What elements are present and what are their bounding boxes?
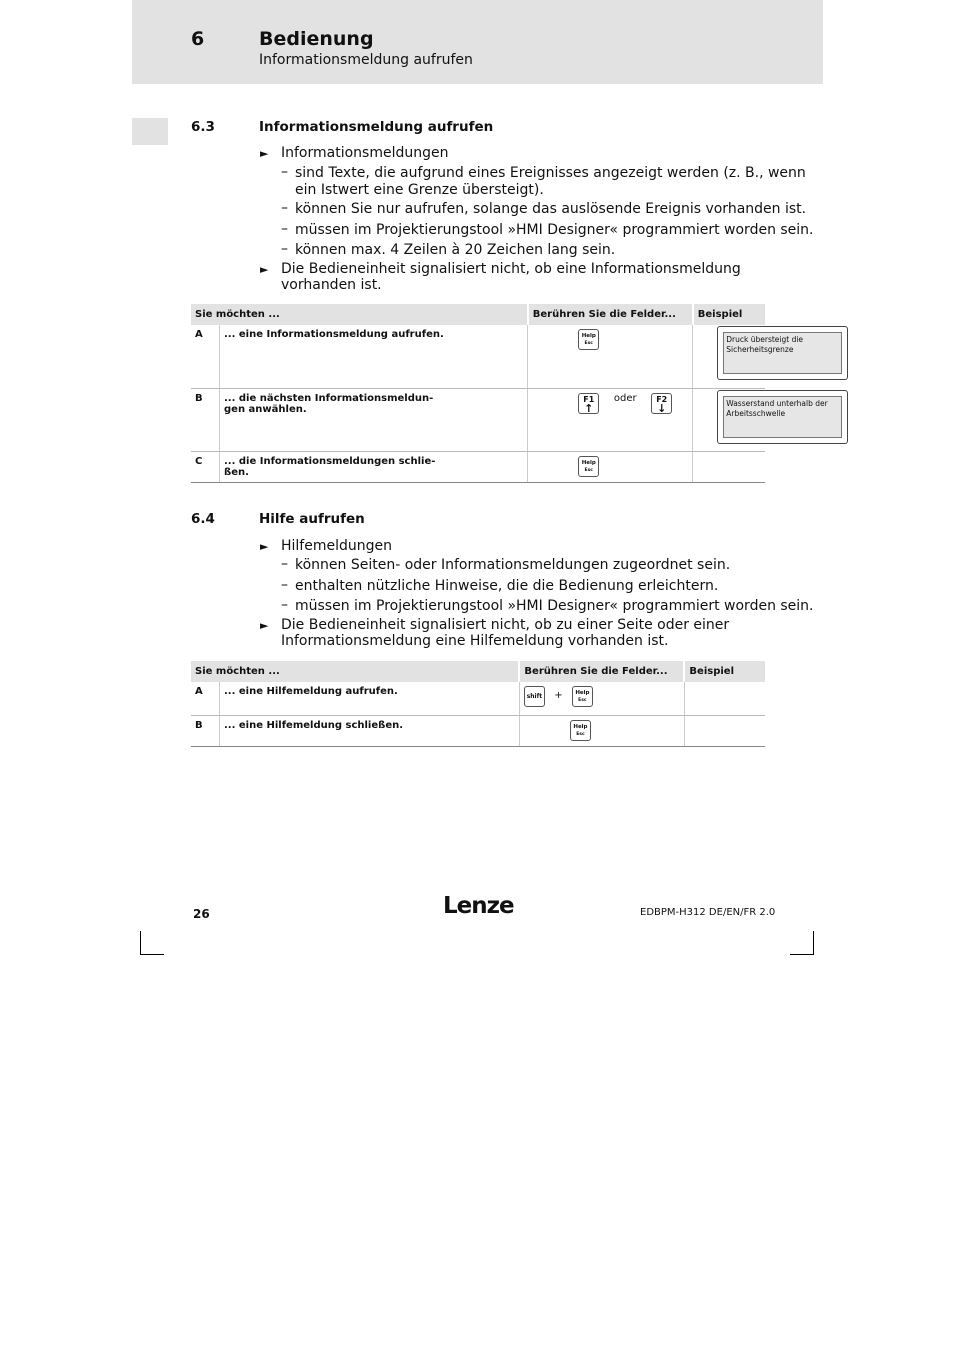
- dash-icon: –: [281, 577, 288, 593]
- row-text: ... die nächsten Informationsmeldun- gen anwählen.: [220, 388, 528, 451]
- bullet-text-continued: Informationsmeldung eine Hilfemeldung vorhanden ist.: [281, 633, 669, 649]
- chapter-title: Bedienung: [259, 28, 374, 50]
- crop-mark: [790, 954, 814, 955]
- table-header: Sie möchten ...: [191, 661, 519, 682]
- table-row: [191, 682, 765, 715]
- f1-up-key[interactable]: F1 ↑: [578, 393, 599, 414]
- dash-text: können max. 4 Zeilen à 20 Zeichen lang sein.: [295, 242, 616, 258]
- help-esc-key[interactable]: Help Esc: [578, 329, 599, 350]
- chapter-number: 6: [191, 28, 205, 50]
- bullet-text: Die Bedieneinheit signalisiert nicht, ob eine Informationsmeldung: [281, 261, 741, 277]
- row-id: A: [191, 682, 220, 715]
- chapter-subtitle: Informationsmeldung aufrufen: [259, 52, 473, 68]
- document-id: EDBPM-H312 DE/EN/FR 2.0: [640, 907, 776, 918]
- row-text: ... die Informationsmeldungen schlie- ßen.: [220, 451, 528, 482]
- table-header: Beispiel: [684, 661, 765, 682]
- dash-text: müssen im Projektierungstool »HMI Designer« programmiert worden sein.: [295, 598, 814, 614]
- row-text: ... eine Hilfemeldung aufrufen.: [220, 682, 520, 715]
- row-text: ... eine Informationsmeldung aufrufen.: [220, 325, 528, 388]
- section-title: Hilfe aufrufen: [259, 511, 365, 527]
- section-title: Informationsmeldung aufrufen: [259, 119, 494, 135]
- dash-icon: –: [281, 164, 288, 180]
- key-connector: oder: [613, 392, 637, 404]
- lcd-line: Sicherheitsgrenze: [726, 345, 794, 354]
- side-tab: [132, 118, 168, 145]
- dash-icon: –: [281, 597, 288, 613]
- lcd-display: [717, 326, 848, 380]
- table-header: Berühren Sie die Felder...: [519, 661, 684, 682]
- crop-mark: [140, 954, 164, 955]
- table-header: Sie möchten ...: [191, 304, 528, 325]
- dash-text: können Seiten- oder Informationsmeldungen zugeordnet sein.: [295, 557, 731, 573]
- dash-icon: –: [281, 221, 288, 237]
- bullet-text: Die Bedieneinheit signalisiert nicht, ob zu einer Seite oder einer: [281, 617, 730, 633]
- row-id: A: [191, 325, 220, 388]
- page-number: 26: [193, 907, 210, 921]
- crop-mark: [140, 931, 141, 955]
- help-message-table: [191, 661, 765, 747]
- dash-icon: –: [281, 241, 288, 257]
- help-esc-key[interactable]: Help Esc: [578, 456, 599, 477]
- bullet-triangle-icon: ►: [260, 263, 269, 276]
- plus-icon: +: [554, 690, 563, 701]
- bullet-text: Informationsmeldungen: [281, 145, 449, 161]
- table-row: [191, 715, 765, 746]
- bullet-text-continued: vorhanden ist.: [281, 277, 382, 293]
- dash-text: enthalten nützliche Hinweise, die die Bedienung erleichtern.: [295, 578, 719, 594]
- dash-text: müssen im Projektierungstool »HMI Designer« programmiert worden sein.: [295, 222, 814, 238]
- header-band: [132, 0, 823, 84]
- section-number: 6.3: [191, 119, 215, 135]
- bullet-triangle-icon: ►: [260, 619, 269, 632]
- dash-icon: –: [281, 556, 288, 572]
- bullet-text: Hilfemeldungen: [281, 538, 392, 554]
- arrow-down-icon: ↓: [657, 401, 667, 415]
- table-row: [191, 325, 765, 388]
- help-esc-key[interactable]: Help Esc: [572, 686, 593, 707]
- row-id: B: [191, 388, 220, 451]
- table-row: [191, 451, 765, 482]
- lcd-display: [717, 390, 848, 444]
- section-number: 6.4: [191, 511, 215, 527]
- dash-text: können Sie nur aufrufen, solange das auslösende Ereignis vorhanden ist.: [295, 201, 807, 217]
- table-row: [191, 388, 765, 451]
- arrow-up-icon: ↑: [584, 401, 594, 415]
- lcd-line: Druck übersteigt die: [726, 335, 804, 344]
- help-esc-key[interactable]: Help Esc: [570, 720, 591, 741]
- shift-key[interactable]: shift: [524, 686, 545, 707]
- row-id: B: [191, 715, 220, 746]
- table-header: Berühren Sie die Felder...: [528, 304, 693, 325]
- table-header: Beispiel: [693, 304, 765, 325]
- dash-text: sind Texte, die aufgrund eines Ereignisses angezeigt werden (z. B., wenn: [295, 165, 806, 181]
- info-message-table: [191, 304, 828, 483]
- row-id: C: [191, 451, 220, 482]
- lcd-line: Arbeitsschwelle: [726, 408, 786, 418]
- lcd-line: Wasserstand unterhalb der: [726, 398, 828, 408]
- f2-down-key[interactable]: F2 ↓: [651, 393, 672, 414]
- dash-text-continued: ein Istwert eine Grenze übersteigt).: [295, 182, 544, 198]
- lenze-logo: Lenze: [443, 893, 514, 919]
- row-text: ... eine Hilfemeldung schließen.: [220, 715, 520, 746]
- dash-icon: –: [281, 200, 288, 216]
- bullet-triangle-icon: ►: [260, 540, 269, 553]
- crop-mark: [813, 931, 814, 955]
- bullet-triangle-icon: ►: [260, 147, 269, 160]
